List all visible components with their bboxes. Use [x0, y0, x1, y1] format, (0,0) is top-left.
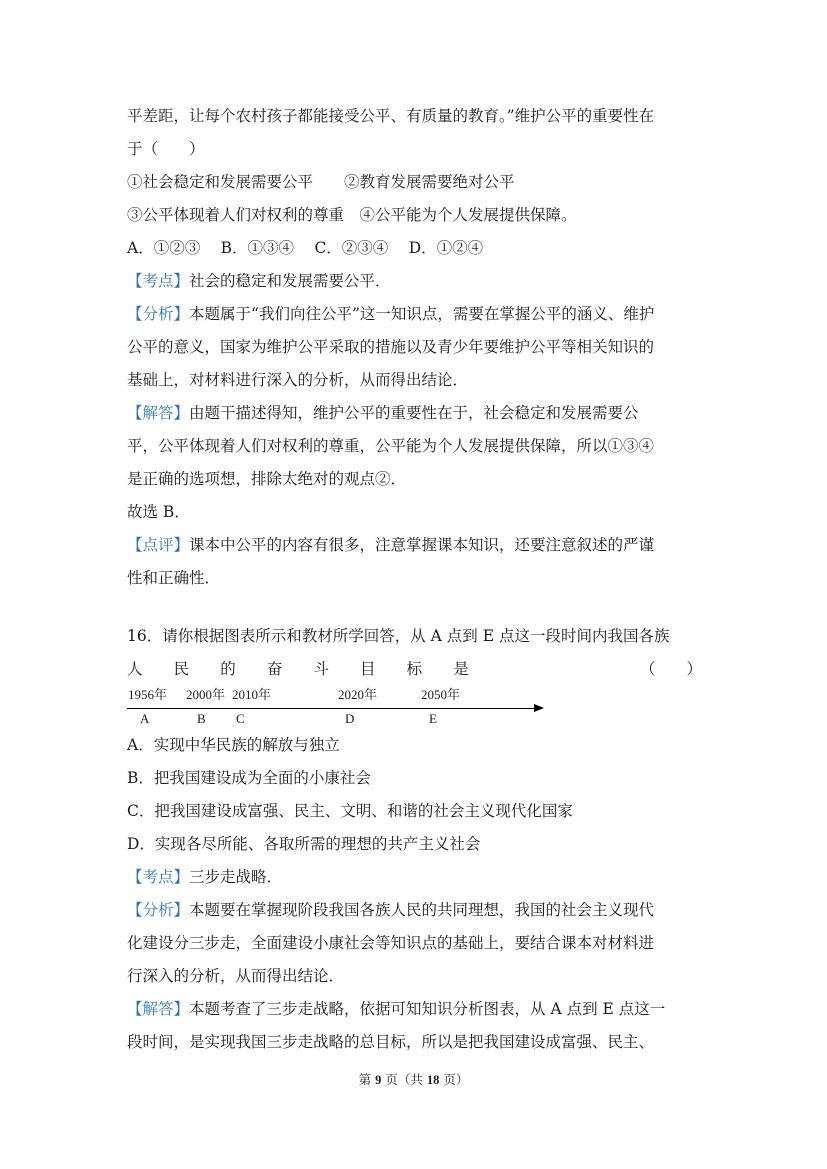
timeline-year: 1956年: [128, 687, 168, 702]
q15-fenxi-line-2: 公平的意义，国家为维护公平采取的措施以及青少年要维护公平等相关知识的: [127, 338, 655, 356]
q16-stem-char: 是: [453, 660, 469, 678]
q16-jieda-line-2: 段时间，是实现我国三步走战略的总目标，所以是把我国建设成富强、民主、: [127, 1033, 655, 1051]
kaodian-tag: 【考点】: [127, 868, 190, 886]
q15-stem-line-2: 于（ ）: [127, 140, 205, 158]
dianping-text: 课本中公平的内容有很多，注意掌握课本知识，还要注意叙述的严谨: [189, 536, 655, 554]
jieda-text: 本题考查了三步走战略，依据可知知识分析图表，从 A 点到 E 点这一: [189, 1000, 666, 1018]
jieda-tag: 【解答】: [127, 1000, 190, 1018]
q16-fenxi-line-1: [127, 900, 702, 920]
q16-stem-char: ）: [686, 660, 702, 678]
q16-stem-line-2: [127, 659, 702, 679]
timeline-point: C: [236, 711, 245, 726]
q16-choice-b: B．把我国建设成为全面的小康社会: [127, 769, 371, 787]
jieda-text: 由题干描述得知，维护公平的重要性在于，社会稳定和发展需要公: [189, 404, 639, 422]
timeline-point: E: [429, 711, 437, 726]
footer-total-pages: 18: [426, 1073, 440, 1087]
q16-stem-char: 民: [173, 660, 190, 678]
fenxi-tag: 【分析】: [127, 901, 190, 919]
q16-stem-char: 奋: [266, 660, 283, 678]
q15-options-line-1: ①社会稳定和发展需要公平 ②教育发展需要绝对公平: [127, 173, 515, 191]
q16-stem-char: 目: [360, 660, 376, 678]
timeline-point: B: [197, 711, 206, 726]
kaodian-text: 三步走战略．: [189, 868, 283, 886]
q15-dianping-line-1: [127, 535, 702, 555]
q16-fenxi-line-3: 行深入的分析，从而得出结论．: [127, 967, 345, 985]
footer-suffix: 页）: [439, 1072, 469, 1087]
q16-kaodian: [127, 867, 702, 887]
jieda-tag: 【解答】: [127, 404, 190, 422]
q15-jieda-line-2: 平，公平体现着人们对权利的尊重，公平能为个人发展提供保障，所以①③④: [127, 437, 655, 455]
footer-page-number: 9: [375, 1073, 382, 1087]
q15-answer: 故选 B．: [127, 503, 190, 521]
timeline-arrowhead: [534, 704, 544, 712]
kaodian-tag: 【考点】: [127, 272, 190, 290]
q15-fenxi-line-1: [127, 304, 702, 324]
timeline-axis: [127, 708, 539, 709]
fenxi-text: 本题要在掌握现阶段我国各族人民的共同理想，我国的社会主义现代: [189, 901, 655, 919]
footer-prefix: 第: [358, 1072, 376, 1087]
dianping-tag: 【点评】: [127, 536, 190, 554]
q16-stem-char: 人: [127, 660, 143, 678]
q16-jieda-line-1: [127, 999, 702, 1019]
q16-choice-d: D．实现各尽所能、各取所需的理想的共产主义社会: [127, 835, 481, 853]
kaodian-text: 社会的稳定和发展需要公平．: [189, 272, 391, 290]
q16-stem-char: 斗: [313, 660, 329, 678]
q16-stem-char: 的: [220, 660, 236, 678]
q15-stem-line-1: 平差距，让每个农村孩子都能接受公平、有质量的教育。”维护公平的重要性在: [127, 107, 655, 125]
q15-jieda-line-1: [127, 403, 702, 423]
timeline-year: 2000年: [186, 687, 226, 702]
q15-choices: A．①②③ B．①③④ C．②③④ D．①②④: [127, 239, 484, 257]
q16-fenxi-line-2: 化建设分三步走，全面建设小康社会等知识点的基础上，要结合课本对材料进: [127, 934, 655, 952]
q16-stem-char: 标: [406, 660, 423, 678]
timeline-diagram: [127, 688, 547, 728]
q16-choice-a: A．实现中华民族的解放与独立: [127, 736, 340, 754]
q15-dianping-line-2: 性和正确性．: [127, 569, 221, 587]
fenxi-text: 本题属于“我们向往公平”这一知识点，需要在掌握公平的涵义、维护: [189, 305, 655, 323]
q16-choice-c: C．把我国建设成富强、民主、文明、和谐的社会主义现代化国家: [127, 802, 573, 820]
timeline-year: 2050年: [421, 687, 461, 702]
q15-fenxi-line-3: 基础上，对材料进行深入的分析，从而得出结论．: [127, 371, 469, 389]
q15-options-line-2: ③公平体现着人们对权利的尊重 ④公平能为个人发展提供保障。: [127, 206, 577, 224]
q15-kaodian: [127, 271, 702, 291]
timeline-point: D: [345, 711, 355, 726]
q16-stem-char: （: [639, 660, 656, 678]
fenxi-tag: 【分析】: [127, 305, 190, 323]
timeline-year: 2010年: [232, 687, 272, 702]
footer-middle: 页（共: [381, 1072, 427, 1087]
page-footer: [0, 1072, 827, 1088]
timeline-point: A: [140, 711, 150, 726]
timeline-year: 2020年: [338, 687, 378, 702]
q16-stem-line-1: 16．请你根据图表所示和教材所学回答，从 A 点到 E 点这一段时间内我国各族: [127, 627, 670, 645]
q15-jieda-line-3: 是正确的选项想，排除太绝对的观点②．: [127, 470, 407, 488]
